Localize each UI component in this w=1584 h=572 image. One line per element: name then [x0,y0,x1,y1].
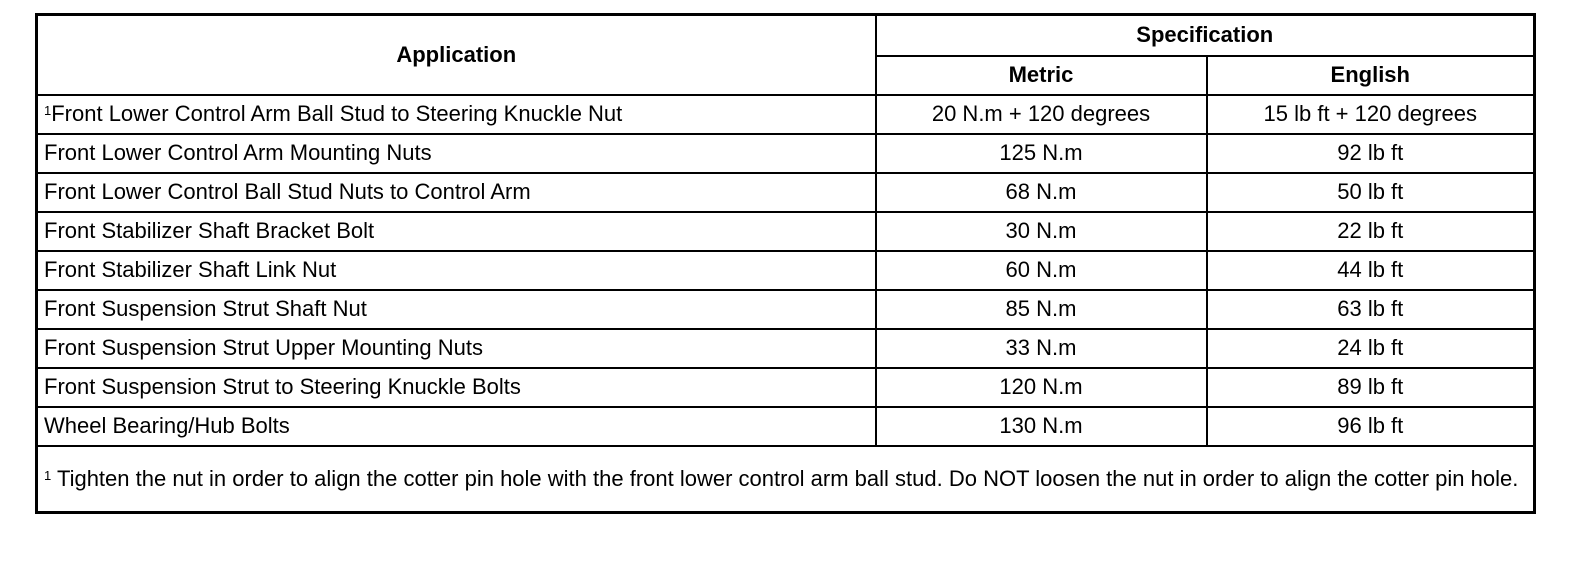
table-row [37,95,1535,134]
application-cell [37,173,876,212]
table-row [37,134,1535,173]
english-cell: 89 lb ft [1207,368,1535,407]
application-cell [37,212,876,251]
footnote-row [37,446,1535,513]
table-row [37,251,1535,290]
footnote [37,446,1535,513]
english-cell: 63 lb ft [1207,290,1535,329]
application-cell [37,407,876,446]
application-cell [37,290,876,329]
application-label: Front Suspension Strut to Steering Knuckle Bolts [44,374,521,400]
application-label: Wheel Bearing/Hub Bolts [44,413,290,439]
table-row [37,329,1535,368]
english-cell: 44 lb ft [1207,251,1535,290]
application-cell [37,251,876,290]
specification-header: Specification [876,15,1535,57]
english-cell: 96 lb ft [1207,407,1535,446]
application-cell [37,329,876,368]
application-header: Application [37,15,876,96]
metric-cell: 30 N.m [876,212,1207,251]
table-row [37,290,1535,329]
application-cell [37,95,876,134]
application-label: Front Suspension Strut Shaft Nut [44,296,367,322]
english-cell: 50 lb ft [1207,173,1535,212]
metric-cell: 33 N.m [876,329,1207,368]
application-cell [37,368,876,407]
application-label: Front Lower Control Arm Ball Stud to Steering Knuckle Nut [51,101,623,127]
metric-cell: 20 N.m + 120 degrees [876,95,1207,134]
english-cell: 24 lb ft [1207,329,1535,368]
header-row-top [37,15,1535,57]
metric-cell: 60 N.m [876,251,1207,290]
application-label: Front Lower Control Ball Stud Nuts to Control Arm [44,179,531,205]
metric-cell: 120 N.m [876,368,1207,407]
table-row [37,212,1535,251]
footnote-ref: 1 [44,103,52,119]
english-cell: 22 lb ft [1207,212,1535,251]
table-row [37,368,1535,407]
metric-header: Metric [876,56,1207,95]
application-label: Front Stabilizer Shaft Link Nut [44,257,337,283]
torque-spec-table [35,13,1536,514]
table-row [37,173,1535,212]
english-header: English [1207,56,1535,95]
application-label: Front Suspension Strut Upper Mounting Nuts [44,335,484,361]
table-body [37,95,1535,446]
footnote-text: Tighten the nut in order to align the cotter pin hole with the front lower control arm ball stud. Do NOT loosen the nut in order to align the cotter pin hole. [51,465,1519,491]
metric-cell: 130 N.m [876,407,1207,446]
english-cell: 92 lb ft [1207,134,1535,173]
footnote-marker: 1 [44,467,52,483]
metric-cell: 85 N.m [876,290,1207,329]
application-label: Front Lower Control Arm Mounting Nuts [44,140,432,166]
application-cell [37,134,876,173]
metric-cell: 125 N.m [876,134,1207,173]
application-label: Front Stabilizer Shaft Bracket Bolt [44,218,375,244]
table-row [37,407,1535,446]
english-cell: 15 lb ft + 120 degrees [1207,95,1535,134]
metric-cell: 68 N.m [876,173,1207,212]
